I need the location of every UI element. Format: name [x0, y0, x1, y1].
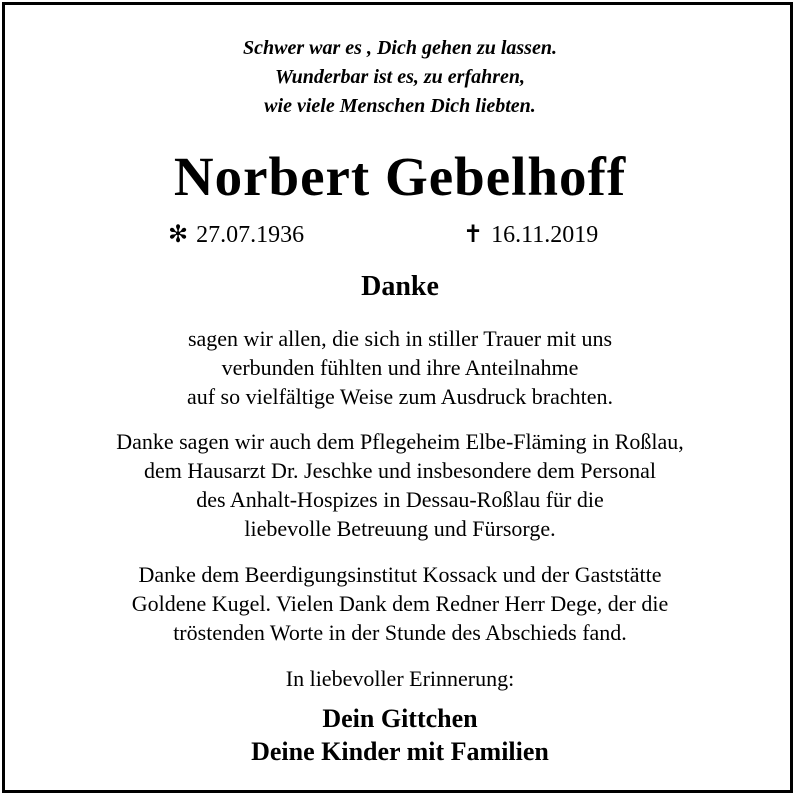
signature-line: Dein Gittchen [322, 704, 478, 733]
poem-line: Schwer war es , Dich gehen zu lassen. [243, 37, 557, 59]
birth-star-icon: ✻ [168, 222, 189, 248]
poem [0, 34, 800, 121]
paragraph-line: des Anhalt-Hospizes in Dessau-Roßlau für die [196, 487, 604, 512]
paragraph-line: liebevolle Betreuung und Fürsorge. [244, 516, 556, 541]
paragraph-line: Danke sagen wir auch dem Pflegeheim Elbe-Fläming in Roßlau, [116, 429, 684, 454]
closing-line: In liebevoller Erinnerung: [285, 666, 515, 691]
paragraph-line: auf so vielfältige Weise zum Ausdruck brachten. [186, 384, 614, 409]
deceased-name: Norbert Gebelhoff [173, 146, 627, 207]
paragraph-line: sagen wir allen, die sich in stiller Trauer mit uns [187, 326, 613, 351]
birth-date-line [168, 220, 304, 250]
paragraph-line: tröstenden Worte in der Stunde des Abschieds fand. [173, 620, 627, 645]
paragraph-line: Goldene Kugel. Vielen Dank dem Redner Herr Dege, der die [131, 591, 669, 616]
thanks-paragraph-2 [0, 427, 800, 543]
signatures [0, 702, 800, 768]
poem-line: wie viele Menschen Dich liebten. [264, 95, 536, 117]
paragraph-line: dem Hausarzt Dr. Jeschke und insbesondere dem Personal [144, 458, 656, 483]
thanks-heading: Danke [361, 271, 439, 302]
thanks-paragraph-1 [0, 324, 800, 411]
paragraph-line: Danke dem Beerdigungsinstitut Kossack und der Gaststätte [138, 562, 662, 587]
paragraph-line: verbunden fühlten und ihre Anteilnahme [221, 355, 579, 380]
death-date-line [463, 220, 598, 250]
thanks-paragraph-3 [0, 560, 800, 647]
signature-line: Deine Kinder mit Familien [251, 737, 549, 766]
poem-line: Wunderbar ist es, zu erfahren, [274, 66, 526, 88]
death-cross-icon: ✝ [463, 222, 484, 248]
birth-date: 27.07.1936 [196, 222, 305, 248]
death-date: 16.11.2019 [491, 222, 599, 248]
